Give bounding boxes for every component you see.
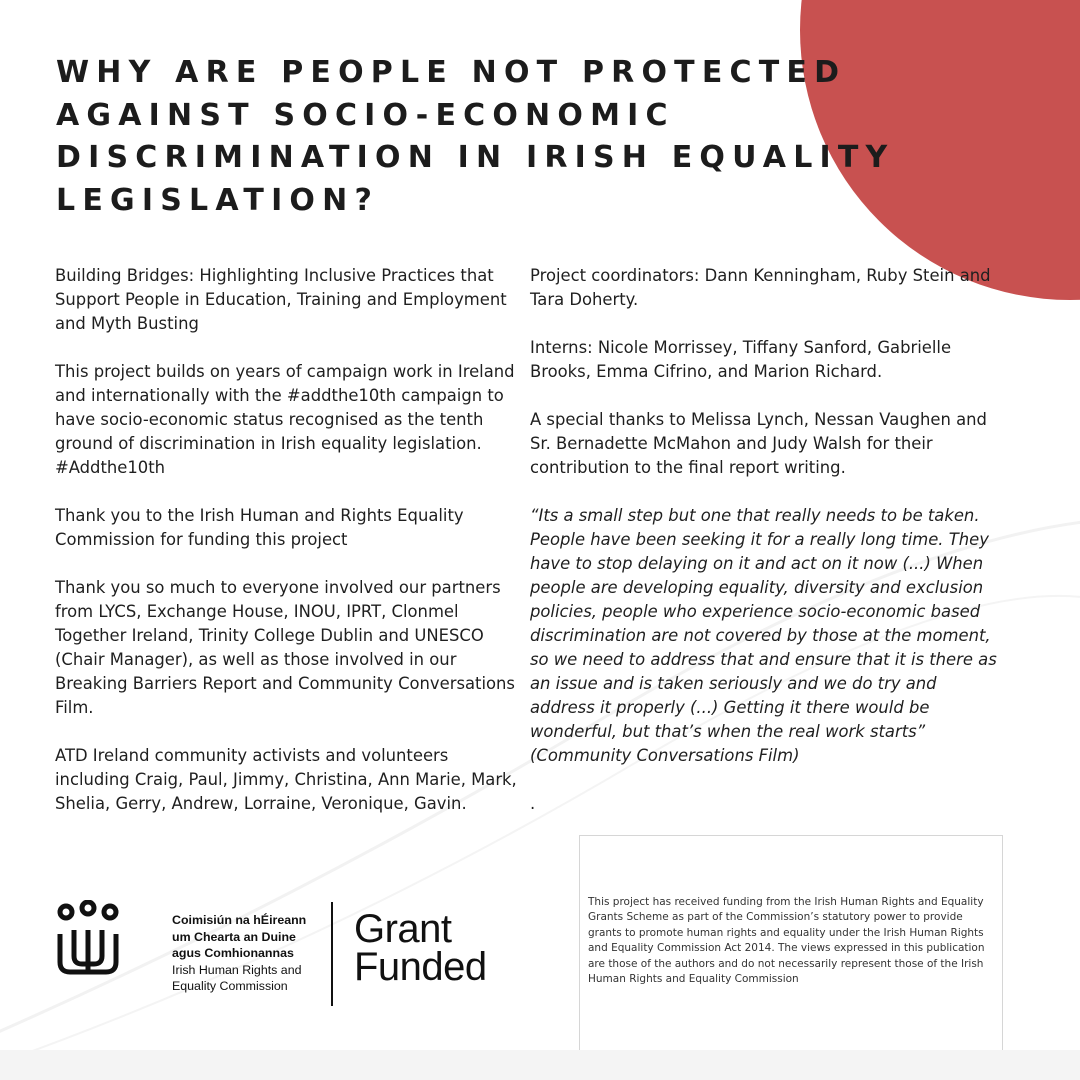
commission-name-english-1: Irish Human Rights and — [172, 962, 302, 977]
commission-name-irish-2: um Chearta an Duine — [172, 929, 296, 944]
special-thanks-paragraph: A special thanks to Melissa Lynch, Nessan Vaughen and Sr. Bernadette McMahon and Judy Walsh for their contribution to the final report writing. — [530, 410, 987, 477]
funding-thanks-paragraph: Thank you to the Irish Human and Rights Equality Commission for funding this project — [55, 506, 464, 549]
funding-disclaimer-box — [579, 835, 1003, 1069]
right-column — [530, 264, 1000, 816]
coordinators-paragraph: Project coordinators: Dann Kenningham, Ruby Stein and Tara Doherty. — [530, 266, 991, 309]
grant-funded-label — [354, 907, 487, 989]
trailing-dot: . — [530, 794, 536, 813]
logo-divider — [331, 902, 333, 1006]
project-description-paragraph: This project builds on years of campaign work in Ireland and internationally with the #addthe10th campaign to have socio-economic status recognised as the tenth ground of discrimination in Irish equality legislation. #Addthe10th — [55, 362, 515, 477]
funding-disclaimer-text: This project has received funding from the Irish Human Rights and Equality Grants Scheme as part of the Commission’s statutory power to provide grants to promote human rights and equality under the Irish Human Rights and Equality Commission Act 2014. The views expressed in this publication are those of the authors and do not necessarily represent those of the Irish Human Rights and Equality Commission — [588, 896, 985, 986]
film-quote: “Its a small step but one that really needs to be taken. People have been seeking it for a really long time. They have to stop delaying on it and act on it now (...) When people are developing equality, diversity and exclusion policies, people who experience socio-economic based discrimination are not covered by those at the moment, so we need to address that and ensure that it is there as an issue and is taken seriously and we do try and address it properly (...) Getting it there would be wonderful, but that’s when the real work starts” (Community Conversations Film) — [530, 506, 997, 765]
commission-name — [172, 912, 352, 995]
commission-name-irish-3: agus Comhionannas — [172, 946, 294, 961]
commission-name-irish-1: Coimisiún na hÉireann — [172, 913, 307, 927]
left-column — [55, 264, 525, 840]
page-title: WHY ARE PEOPLE NOT PROTECTED AGAINST SOCIO-ECONOMIC DISCRIMINATION IN IRISH EQUALITY LEGISLATION? — [56, 55, 895, 218]
grant-word: Grant — [354, 907, 452, 951]
bottom-band — [0, 1050, 1080, 1080]
volunteers-paragraph: ATD Ireland community activists and volunteers including Craig, Paul, Jimmy, Christina, Ann Marie, Mark, Shelia, Gerry, Andrew, Lorraine, Veronique, Gavin. — [55, 746, 517, 813]
project-name-paragraph: Building Bridges: Highlighting Inclusive Practices that Support People in Education, Training and Employment and Myth Busting — [55, 266, 507, 333]
funded-word: Funded — [354, 945, 487, 989]
interns-paragraph: Interns: Nicole Morrissey, Tiffany Sanford, Gabrielle Brooks, Emma Cifrino, and Marion Richard. — [530, 338, 952, 381]
partners-thanks-paragraph: Thank you so much to everyone involved our partners from LYCS, Exchange House, INOU, IPRT, Clonmel Together Ireland, Trinity College Dublin and UNESCO (Chair Manager), as well as those involved in our Breaking Barriers Report and Community Conversations Film. — [55, 578, 515, 717]
ihrec-people-icon — [56, 900, 120, 976]
commission-name-english-2: Equality Commission — [172, 979, 288, 994]
ihrec-grant-funded-logo — [56, 900, 536, 1010]
